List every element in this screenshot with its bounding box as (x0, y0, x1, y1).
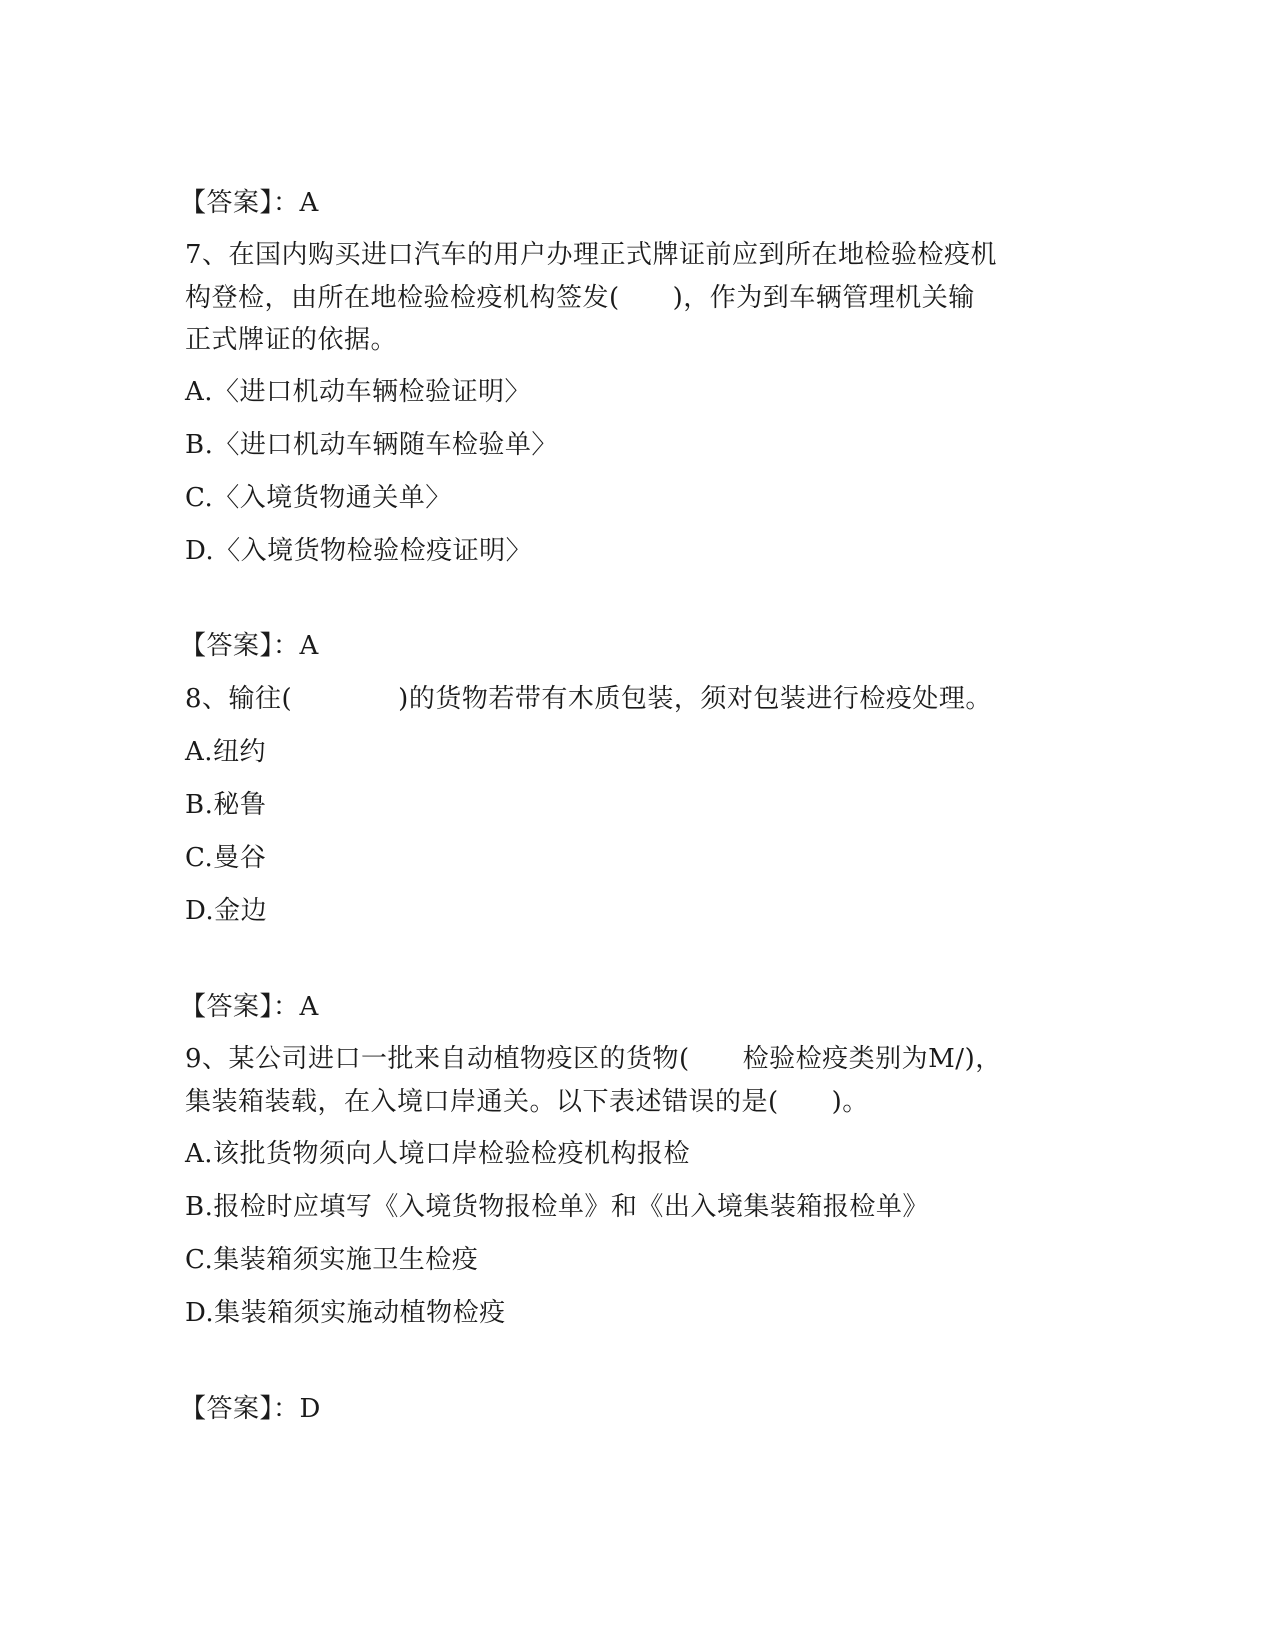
question-7-option-a: A.〈进口机动车辆检验证明〉 (185, 377, 532, 407)
question-7-option-c: C.〈入境货物通关单〉 (185, 483, 452, 513)
question-7-text-line-3: 正式牌证的依据。 (185, 325, 398, 355)
question-8-option-d: D.金边 (185, 896, 268, 926)
question-7-option-d: D.〈入境货物检验检疫证明〉 (185, 536, 533, 566)
answer-label: 【答案】：A (180, 631, 319, 661)
question-7-text-line-1: 7、在国内购买进口汽车的用户办理正式牌证前应到所在地检验检疫机 (185, 240, 998, 270)
question-9-text-line-1: 9、某公司进口一批来自动植物疫区的货物( 检验检疫类别为M/)， (185, 1044, 1002, 1074)
question-9-option-b: B.报检时应填写《入境货物报检单》和《出入境集装箱报检单》 (185, 1192, 929, 1222)
question-8-option-b: B.秘鲁 (185, 790, 267, 820)
question-9-option-a: A.该批货物须向人境口岸检验检疫机构报检 (185, 1139, 691, 1169)
answer-label: 【答案】：A (180, 992, 319, 1022)
answer-label: 【答案】：A (180, 188, 319, 218)
question-8-text-line-1: 8、输往( )的货物若带有木质包装，须对包装进行检疫处理。 (185, 684, 992, 714)
answer-label: 【答案】：D (180, 1394, 321, 1424)
question-7-text-line-2: 构登检，由所在地检验检疫机构签发( )，作为到车辆管理机关输 (185, 283, 975, 313)
question-8-option-a: A.纽约 (185, 737, 267, 767)
question-8-option-c: C.曼谷 (185, 843, 267, 873)
question-9-option-d: D.集装箱须实施动植物检疫 (185, 1298, 506, 1328)
question-7-option-b: B.〈进口机动车辆随车检验单〉 (185, 430, 558, 460)
question-9-option-c: C.集装箱须实施卫生检疫 (185, 1245, 479, 1275)
question-9-text-line-2: 集装箱装载，在入境口岸通关。以下表述错误的是( )。 (185, 1087, 869, 1117)
